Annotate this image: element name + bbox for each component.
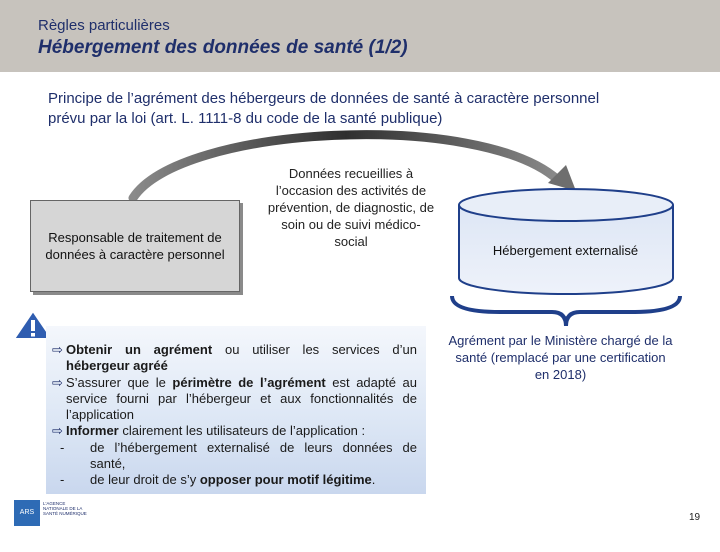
logo-text: L'AGENCE NATIONALE DE LA SANTÉ NUMÉRIQUE <box>43 501 87 516</box>
page-number: 19 <box>689 512 701 523</box>
item-2-bold: périmètre de l’agrément <box>172 374 326 390</box>
agrement-text: Agrément par le Ministère chargé de la santé (remplacé par une certification en 2018) <box>448 333 673 382</box>
sub-item-1-text: de l’hébergement externalisé de leurs données de santé, <box>90 439 417 472</box>
item-1-text: ou utiliser les services d’un <box>212 342 417 357</box>
hollow-arrow-bullet-icon: ⇨ <box>52 342 63 357</box>
collected-data-text: Données recueillies à l’occasion des activités de prévention, de diagnostic, de soin ou de suivi médico-social <box>267 166 435 249</box>
hollow-arrow-bullet-icon: ⇨ <box>52 374 63 390</box>
list-item <box>52 375 417 424</box>
item-3-bold: Informer <box>66 423 119 439</box>
item-1-bold: Obtenir un agrément <box>66 342 213 357</box>
principle-line-2: prévu par la loi (art. L. 1111-8 du code de la santé publique) <box>48 110 443 127</box>
slide-subtitle: Règles particulières <box>38 17 170 34</box>
obligations-list <box>52 342 417 489</box>
hosting-label: Hébergement externalisé <box>492 243 639 258</box>
hollow-arrow-bullet-icon: ⇨ <box>52 423 63 439</box>
data-controller-box <box>30 200 240 292</box>
ars-logo <box>14 500 88 542</box>
item-3-text: clairement les utilisateurs de l’application : <box>118 423 366 439</box>
item-1-bold-2: hébergeur agréé <box>66 358 168 374</box>
logo-mark: ARS santé <box>14 500 40 526</box>
item-2-text: est adapté au service fourni par l’hébergeur et aux fonctionnalités de l’application <box>66 374 417 423</box>
database-cylinder-icon <box>459 189 673 294</box>
brace-icon <box>452 296 680 326</box>
sub-item-2-post: . <box>371 472 376 488</box>
sub-list-item: - de leur droit de s’y opposer pour motif légitime. <box>60 472 376 488</box>
list-item <box>52 342 417 375</box>
item-2-pre: S’assurer que le <box>66 374 173 390</box>
principle-line-1: Principe de l’agrément des hébergeurs de données de santé à caractère personnel <box>48 90 600 107</box>
sub-list-item: - de l’hébergement externalisé de leurs données de santé, <box>60 439 417 472</box>
slide-title: Hébergement des données de santé (1/2) <box>38 37 408 58</box>
sub-item-2-bold: opposer pour motif légitime <box>199 472 372 488</box>
data-controller-label: Responsable de traitement de données à caractère personnel <box>45 230 225 262</box>
list-item <box>52 423 417 439</box>
sub-item-2-pre: de leur droit de s’y <box>90 472 200 488</box>
